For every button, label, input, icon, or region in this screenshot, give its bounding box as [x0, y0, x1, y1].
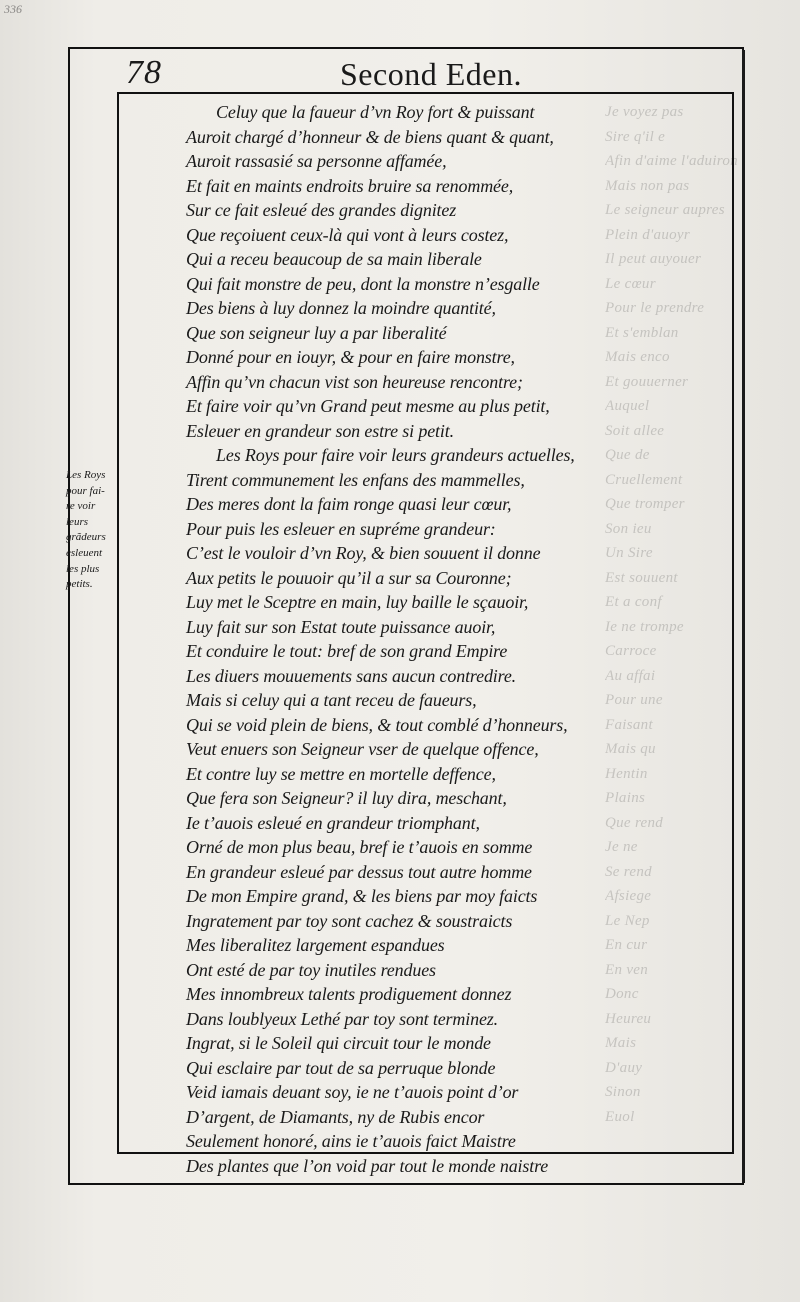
verse-line: D’argent, de Diamants, ny de Rubis encor	[186, 1106, 485, 1127]
running-title: Second Eden.	[340, 56, 522, 92]
verse-line: Ingrat, si le Soleil qui circuit tour le monde	[186, 1033, 491, 1053]
verse-line: Mes innombreux talents prodiguement donnez	[186, 984, 512, 1004]
marginal-note-line: esleuent	[66, 546, 103, 559]
verse-line: Luy met le Sceptre en main, luy baille le sçauoir,	[186, 592, 529, 612]
verse-line: Que fera son Seigneur? il luy dira, meschant,	[186, 788, 507, 808]
verse-line: Qui fait monstre de peu, dont la monstre n’esgalle	[186, 273, 540, 294]
verse-line: Qui se void plein de biens, & tout comblé d’honneurs,	[186, 714, 568, 735]
verse-line: De mon Empire grand, & les biens par moy faicts	[186, 886, 538, 906]
verse-line: Et fait en maints endroits bruire sa renommée,	[186, 175, 514, 196]
verse-line: Esleuer en grandeur son estre si petit.	[186, 420, 454, 441]
verse-line: Que son seigneur luy a par liberalité	[186, 322, 447, 343]
verse-line: Et faire voir qu’vn Grand peut mesme au plus petit,	[186, 396, 550, 416]
marginal-note-line: grãdeurs	[66, 531, 106, 544]
verse-line: Auroit rassasié sa personne affamée,	[186, 151, 447, 171]
poem-text	[186, 100, 726, 1178]
verse-line: Ie t’auois esleué en grandeur triomphant,	[186, 812, 480, 833]
verse-line: Mais si celuy qui a tant receu de faueurs,	[186, 690, 477, 710]
verse-line: Pour puis les esleuer en supréme grandeur:	[186, 518, 496, 539]
verse-line: C’est le vouloir d’vn Roy, & bien souuent il donne	[186, 543, 541, 563]
verse-line: Des plantes que l’on void par tout le monde naistre	[186, 1155, 549, 1176]
verse-line: Des meres dont la faim ronge quasi leur cœur,	[186, 494, 512, 514]
verse-line: Auroit chargé d’honneur & de biens quant & quant,	[186, 126, 554, 147]
marginal-note-line: re voir	[66, 500, 96, 513]
verse-line: Affin qu’vn chacun vist son heureuse rencontre;	[186, 371, 523, 392]
verse-line: Les diuers mouuements sans aucun contredire.	[186, 665, 517, 686]
verse-line: Veid iamais deuant soy, ie ne t’auois point d’or	[186, 1082, 519, 1102]
verse-line: Luy fait sur son Estat toute puissance auoir,	[186, 616, 496, 637]
verse-line: Et contre luy se mettre en mortelle deffence,	[186, 763, 496, 784]
marginal-note-line: leurs	[66, 515, 88, 528]
show-through-text: Je voyez pas Sire q'il e Afin d'aime l'aduiron Mais non pas Le seigneur aupres Plein d'auoyr Il peut auyouer Le cœur Pour le prendre Et s'emblan Mais enco Et gouuerner Auquel Soit allee Que de Cruellement Que tromper Son ieu Un Sire Est souuent Et a conf Ie ne trompe Carroce Au affai Pour une Faisant Mais qu Hentin Plains Que rend Je ne Se rend Afsiege Le Nep En cur En ven Donc Heureu Mais D'auy Sinon Euol	[605, 104, 738, 1125]
marginal-note-line: les plus	[66, 562, 100, 575]
marginal-note-line: Les Roys	[66, 469, 106, 481]
verse-line: Veut enuers son Seigneur vser de quelque offence,	[186, 739, 539, 759]
verse-line: Mes liberalitez largement espandues	[186, 935, 445, 955]
verse-line: Ingratement par toy sont cachez & soustraicts	[186, 910, 513, 931]
verse-line: Ont esté de par toy inutiles rendues	[186, 959, 436, 980]
verse-line: Qui a receu beaucoup de sa main liberale	[186, 249, 482, 269]
verse-line: Aux petits le pouuoir qu’il a sur sa Couronne;	[186, 567, 512, 588]
corner-folio-mark: 336	[4, 2, 22, 16]
verse-line: Celuy que la faueur d’vn Roy fort & puissant	[216, 102, 535, 122]
page-header	[68, 52, 740, 94]
verse-line: Orné de mon plus beau, bref ie t’auois en somme	[186, 837, 533, 857]
verse-line: Les Roys pour faire voir leurs grandeurs actuelles,	[216, 445, 575, 465]
marginal-note	[66, 468, 118, 593]
verse-line: Donné pour en iouyr, & pour en faire monstre,	[186, 347, 515, 367]
right-margin-rule	[742, 50, 745, 1183]
verse-line: Seulement honoré, ains ie t’auois faict Maistre	[186, 1131, 516, 1151]
verse-line: Que reçoiuent ceux-là qui vont à leurs costez,	[186, 224, 509, 245]
verse-line: Tirent communement les enfans des mammelles,	[186, 469, 525, 490]
marginal-note-line: petits.	[66, 578, 93, 591]
verse-line: Des biens à luy donnez la moindre quantité,	[186, 298, 496, 318]
marginal-note-line: pour fai-	[66, 484, 105, 497]
verse-line: Et conduire le tout: bref de son grand Empire	[186, 641, 508, 661]
verse-line: Dans loublyeux Lethé par toy sont terminez.	[186, 1008, 499, 1029]
verse-line: En grandeur esleué par dessus tout autre homme	[186, 861, 532, 882]
page-number: 78	[126, 54, 162, 91]
verse-line: Sur ce fait esleué des grandes dignitez	[186, 200, 457, 220]
verse-line: Qui esclaire par tout de sa perruque blonde	[186, 1057, 496, 1078]
